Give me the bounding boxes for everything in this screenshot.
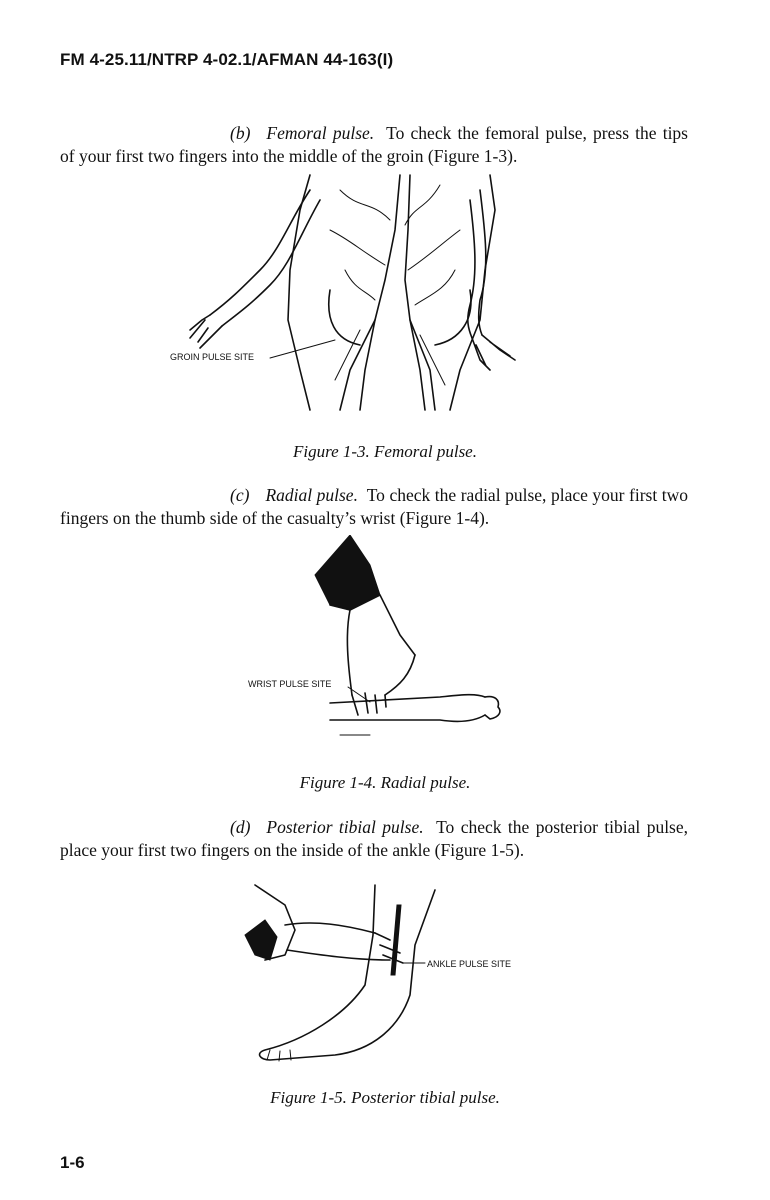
paragraph-label: (b) xyxy=(230,123,251,143)
wrist-check-illustration xyxy=(240,535,510,750)
paragraph-body: To check the radial pulse, place your first two fingers on the thumb side of the casualty’s wrist (Figure 1-4). xyxy=(60,485,688,528)
figure-posterior-tibial-pulse xyxy=(225,875,545,1075)
paragraph-title: Posterior tibial pulse. xyxy=(266,817,424,837)
groin-pulse-site-label: GROIN PULSE SITE xyxy=(170,352,255,362)
figure-radial-pulse xyxy=(240,535,510,750)
page-number: 1-6 xyxy=(60,1153,85,1172)
running-header: FM 4-25.11/NTRP 4-02.1/AFMAN 44-163(I) xyxy=(60,50,394,69)
figure-caption-1-3: Figure 1-3. Femoral pulse. xyxy=(293,442,477,461)
paragraph-title: Radial pulse. xyxy=(265,485,358,505)
paragraph-title: Femoral pulse. xyxy=(266,123,375,143)
paragraph-label: (d) xyxy=(230,817,251,837)
ankle-pulse-site-label: ANKLE PULSE SITE xyxy=(427,959,512,969)
figure-femoral-pulse xyxy=(160,170,540,415)
figure-caption-1-4: Figure 1-4. Radial pulse. xyxy=(299,773,471,792)
ankle-check-illustration xyxy=(225,875,545,1075)
paragraph-radial-pulse xyxy=(60,484,688,530)
paragraph-posterior-tibial-pulse xyxy=(60,816,688,862)
paragraph-label: (c) xyxy=(230,485,250,505)
wrist-pulse-site-label: WRIST PULSE SITE xyxy=(248,679,332,689)
figure-caption-1-5: Figure 1-5. Posterior tibial pulse. xyxy=(270,1088,500,1107)
paragraph-femoral-pulse xyxy=(60,122,688,168)
body-circulatory-illustration xyxy=(160,170,540,415)
paragraph-body: To check the femoral pulse, press the tips of your first two fingers into the middle of the groin (Figure 1-3). xyxy=(60,123,688,166)
paragraph-body: To check the posterior tibial pulse, place your first two fingers on the inside of the ankle (Figure 1-5). xyxy=(60,817,689,860)
